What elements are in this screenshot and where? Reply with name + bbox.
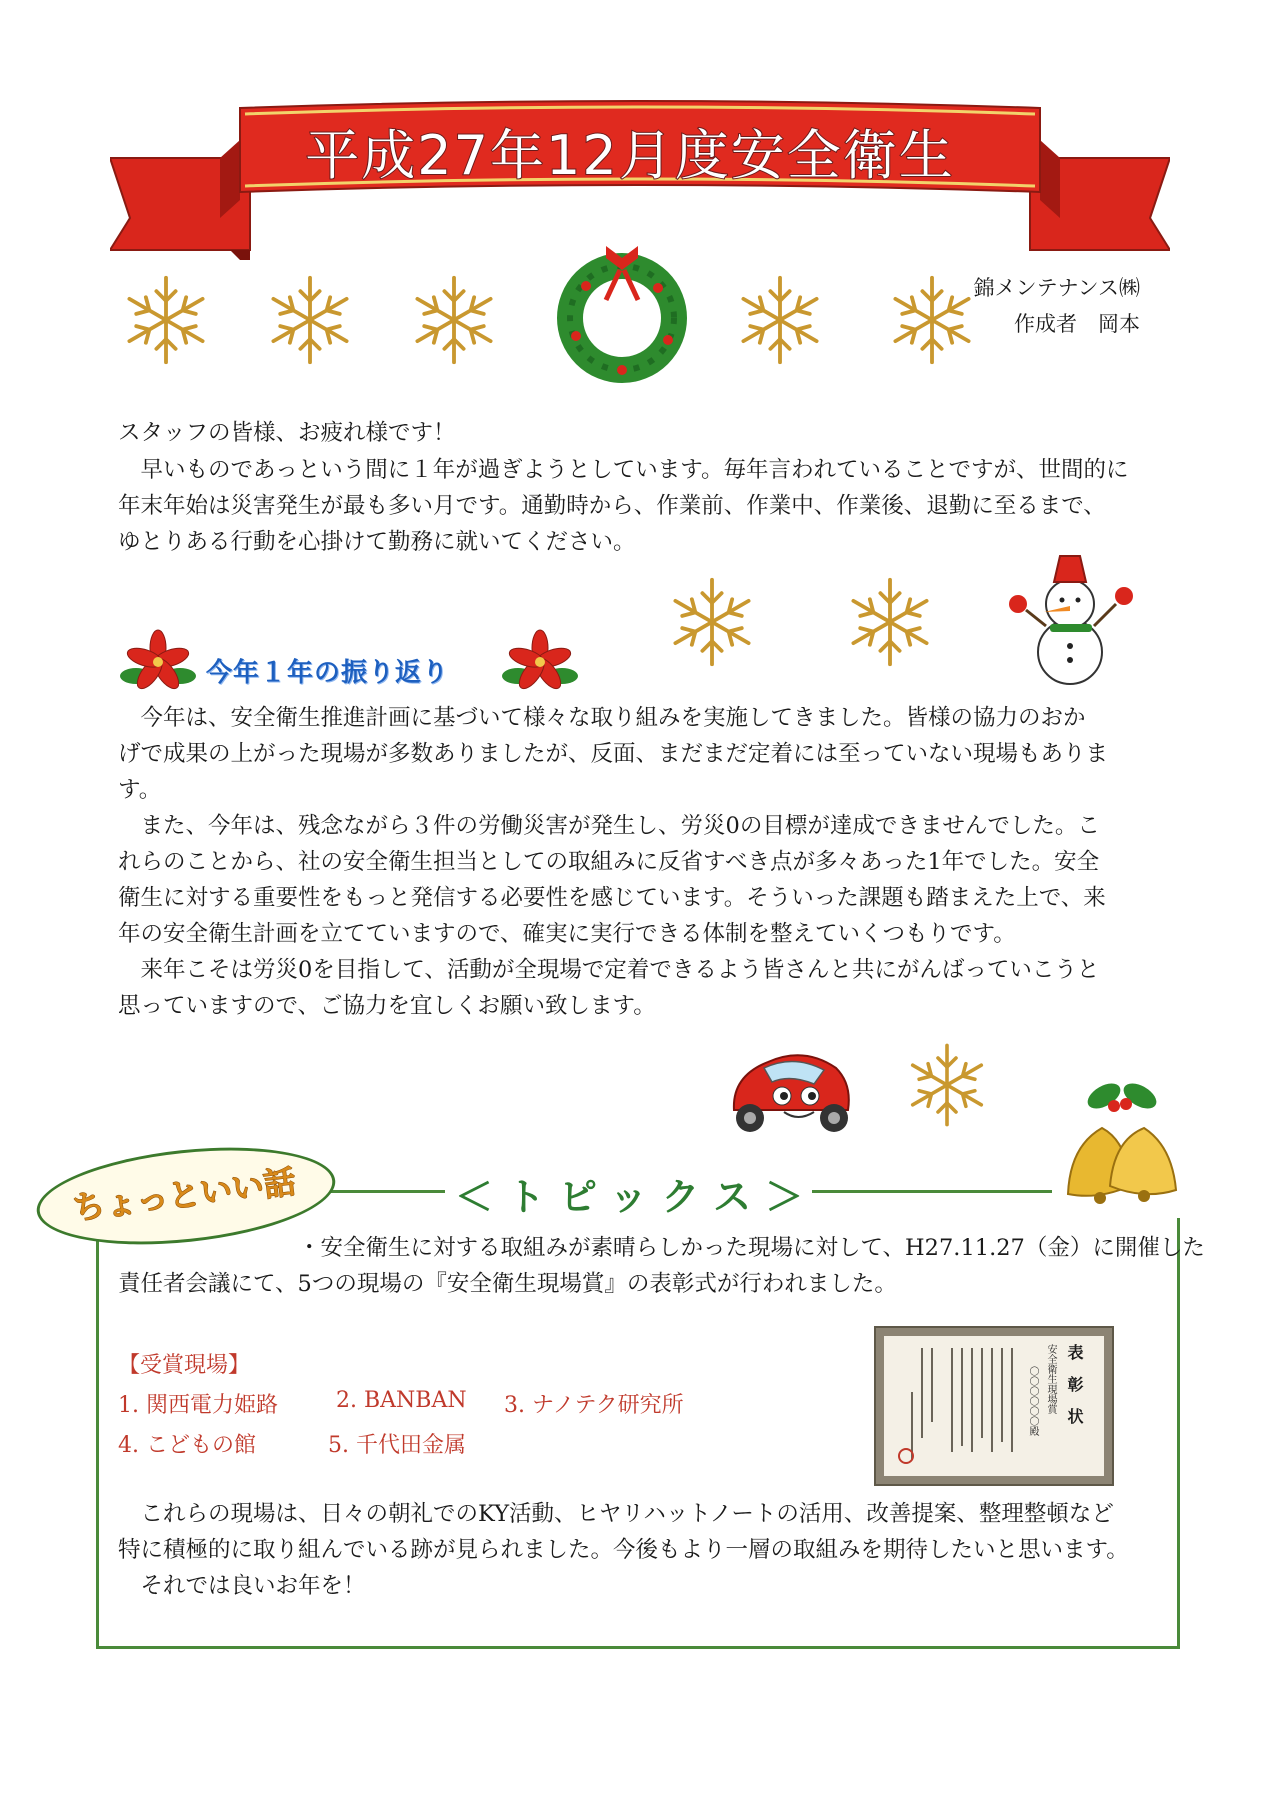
- intro-paragraph: [118, 452, 1128, 560]
- certificate-text-block: [892, 1342, 1022, 1466]
- review-paragraph: [118, 700, 1108, 1024]
- divider-line: [330, 1190, 445, 1193]
- closing-paragraph: [118, 1496, 1129, 1604]
- poinsettia-icon: [120, 626, 196, 696]
- poinsettia-icon: [502, 626, 578, 696]
- company-name: 錦メンテナンス㈱: [973, 276, 1140, 300]
- greeting-text: スタッフの皆様、お疲れ様です！: [118, 420, 456, 446]
- award-item: 3. ナノテク研究所: [504, 1393, 684, 1418]
- section-heading-topics: ＜トピックス＞: [455, 1175, 818, 1219]
- snowman-icon: [1004, 554, 1140, 688]
- text-line: 年末年始は災害発生が最も多い月です。通勤時から、作業前、作業中、作業後、退勤に至るまで、: [118, 493, 1106, 519]
- text-line: ゆとりある行動を心掛けて勤務に就いてください。: [118, 529, 636, 555]
- text-line: 衛生に対する重要性をもっと発信する必要性を感じています。そういった課題も踏まえた上で、来: [118, 885, 1106, 911]
- red-car-icon: [724, 1040, 856, 1138]
- text-line: ・安全衛生に対する取組みが素晴らしかった現場に対して、H27.11.27（金）に開催した: [118, 1235, 1205, 1261]
- text-line: それでは良いお年を！: [118, 1573, 366, 1599]
- text-line: また、今年は、残念ながら３件の労働災害が発生し、労災0の目標が達成できませんでした。こ: [118, 813, 1100, 839]
- text-line: 責任者会議にて、5つの現場の『安全衛生現場賞』の表彰式が行われました。: [118, 1271, 897, 1297]
- text-line: れらのことから、社の安全衛生担当としての取組みに反省すべき点が多々あった1年でした。安全: [118, 849, 1100, 875]
- text-line: 今年は、安全衛生推進計画に基づいて様々な取り組みを実施してきました。皆様の協力のおか: [118, 705, 1086, 731]
- award-list-heading: 【受賞現場】: [118, 1353, 251, 1378]
- text-line: これらの現場は、日々の朝礼でのKY活動、ヒヤリハットノートの活用、改善提案、整理整頓など: [118, 1501, 1114, 1527]
- snowflake-icon: [884, 272, 980, 368]
- award-item: 1. 関西電力姫路: [118, 1393, 278, 1418]
- certificate-award-name: 安全衛生現場賞: [1045, 1344, 1056, 1414]
- snowflake-icon: [262, 272, 358, 368]
- snowflake-icon: [732, 272, 828, 368]
- text-line: す。: [118, 777, 162, 803]
- topics-paragraph: [118, 1230, 1205, 1302]
- award-item: 4. こどもの館: [118, 1433, 256, 1458]
- snowflake-icon: [902, 1040, 992, 1130]
- award-item: 2. BANBAN: [336, 1388, 467, 1413]
- award-item: 5. 千代田金属: [328, 1433, 466, 1458]
- text-line: 特に積極的に取り組んでいる跡が見られました。今後もより一層の取組みを期待したいと思います。: [118, 1537, 1129, 1563]
- author-name: 作成者 岡本: [1014, 312, 1140, 336]
- certificate-recipient: 〇〇〇〇〇〇殿: [1027, 1366, 1038, 1436]
- certificate-title: 表 彰 状: [1065, 1344, 1084, 1424]
- section-heading-review: 今年１年の振り返り: [206, 658, 450, 688]
- text-line: 来年こそは労災0を目指して、活動が全現場で定着できるよう皆さんと共にがんばっていこうと: [118, 957, 1100, 983]
- snowflake-icon: [842, 574, 938, 670]
- page-title: 平成27年12月度安全衛生: [305, 123, 955, 187]
- text-line: 早いものであっという間に１年が過ぎようとしています。毎年言われていることですが、世間的に: [118, 457, 1129, 483]
- text-line: 思っていますので、ご協力を宜しくお願い致します。: [118, 993, 656, 1019]
- snowflake-icon: [664, 574, 760, 670]
- christmas-wreath-icon: [546, 236, 698, 386]
- award-certificate-image: [876, 1328, 1112, 1484]
- good-news-label: ちょっといい話: [70, 1162, 298, 1228]
- text-line: げで成果の上がった現場が多数ありましたが、反面、まだまだ定着には至っていない現場もありま: [118, 741, 1109, 767]
- christmas-bells-icon: [1048, 1076, 1190, 1216]
- text-line: 年の安全衛生計画を立てていますので、確実に実行できる体制を整えていくつもりです。: [118, 921, 1016, 947]
- snowflake-icon: [118, 272, 214, 368]
- snowflake-icon: [406, 272, 502, 368]
- divider-line: [812, 1190, 1052, 1193]
